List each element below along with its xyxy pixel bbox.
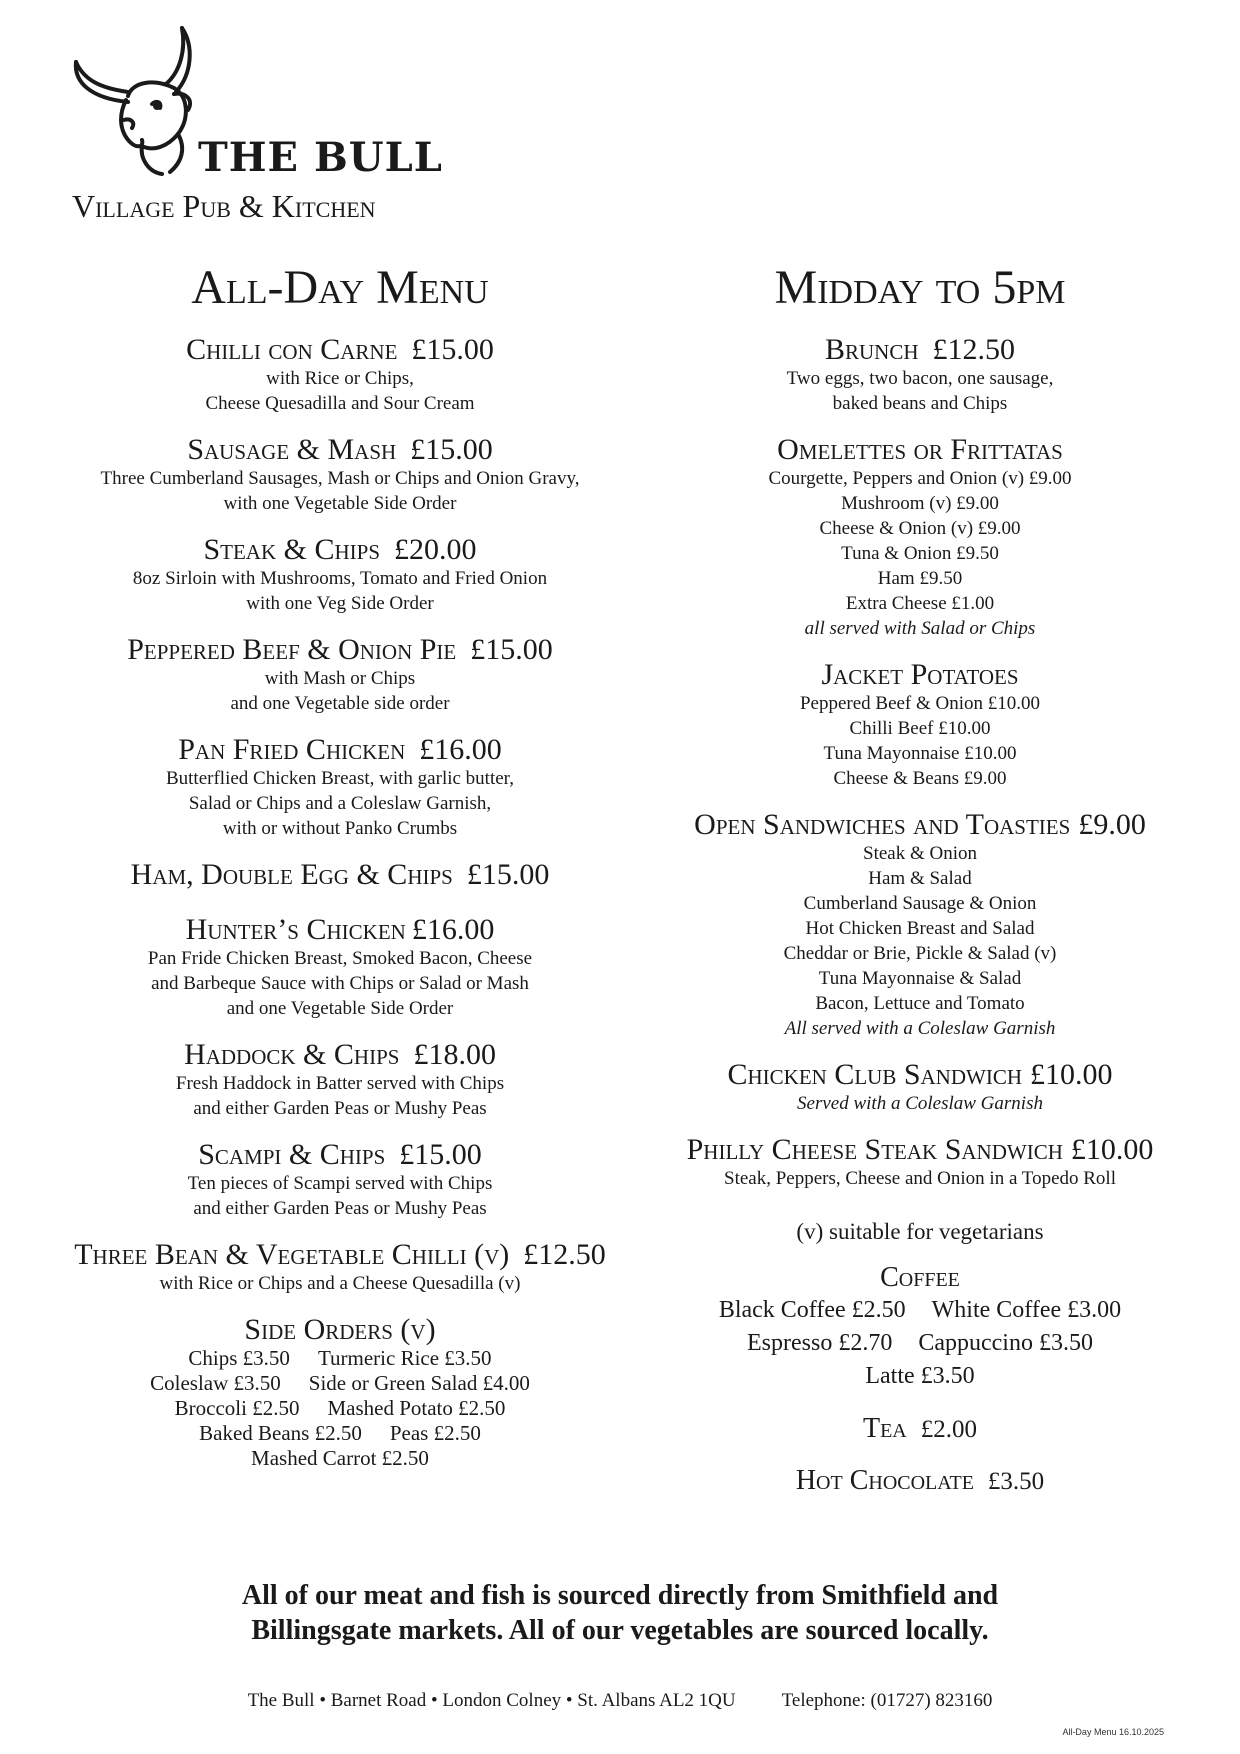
- item-desc: Two eggs, two bacon, one sausage,: [786, 367, 1054, 389]
- menu-item: [30, 1238, 650, 1296]
- side-item: Broccoli £2.50: [174, 1395, 300, 1420]
- item-desc: with one Veg Side Order: [246, 592, 434, 614]
- item-desc: Pan Fride Chicken Breast, Smoked Bacon, Cheese: [147, 947, 533, 969]
- item-line: Courgette, Peppers and Onion (v) £9.00: [768, 467, 1072, 489]
- sourcing-statement: [120, 1578, 1120, 1648]
- hot-chocolate-item: [640, 1465, 1200, 1497]
- item-price: £15.00: [399, 1137, 482, 1171]
- footer: [120, 1690, 1120, 1712]
- sourcing-line: Billingsgate markets. All of our vegetables are sourced locally.: [251, 1615, 989, 1646]
- tea-item: [640, 1413, 1200, 1445]
- item-name: Sausage & Mash: [187, 432, 397, 466]
- item-line: Bacon, Lettuce and Tomato: [815, 992, 1025, 1014]
- item-desc: and one Vegetable Side Order: [226, 997, 454, 1019]
- menu-item: [30, 433, 650, 516]
- item-price: £3.50: [987, 1467, 1045, 1495]
- item-price: £10.00: [1070, 1132, 1154, 1166]
- side-item: Coleslaw £3.50: [150, 1370, 281, 1395]
- item-line: Ham £9.50: [877, 567, 963, 589]
- all-day-menu-column: [30, 262, 650, 1488]
- menu-item: [30, 1138, 650, 1221]
- item-name: Brunch: [824, 332, 919, 366]
- footer-address: The Bull • Barnet Road • London Colney • St. Albans AL2 1QU: [247, 1690, 736, 1711]
- item-name: Omelettes or Frittatas: [777, 432, 1063, 466]
- menu-item: [640, 433, 1200, 641]
- sourcing-line: All of our meat and fish is sourced directly from Smithfield and: [241, 1580, 999, 1611]
- coffee-item: Cappuccino £3.50: [918, 1329, 1093, 1356]
- side-orders-row: [30, 1371, 650, 1396]
- item-line: Tuna Mayonnaise £10.00: [823, 742, 1017, 764]
- side-orders-row: [30, 1346, 650, 1371]
- item-name: Tea: [862, 1412, 907, 1444]
- item-price: £20.00: [394, 532, 477, 566]
- item-desc: Ten pieces of Scampi served with Chips: [187, 1172, 493, 1194]
- menu-item: [640, 333, 1200, 416]
- coffee-row: [640, 1327, 1200, 1360]
- item-name: Steak & Chips: [203, 532, 381, 566]
- side-orders-row: [30, 1396, 650, 1421]
- item-name: Three Bean & Vegetable Chilli (v): [74, 1237, 510, 1271]
- menu-item: [30, 333, 650, 416]
- menu-item: [30, 1038, 650, 1121]
- item-name: Scampi & Chips: [198, 1137, 386, 1171]
- item-line: Steak & Onion: [863, 842, 977, 864]
- item-price: £9.00: [1078, 807, 1146, 841]
- side-item: Chips £3.50: [188, 1345, 290, 1370]
- item-desc: with one Vegetable Side Order: [223, 492, 457, 514]
- item-line: Chilli Beef £10.00: [849, 717, 991, 739]
- item-price: £15.00: [470, 632, 553, 666]
- item-name: Pan Fried Chicken: [178, 732, 406, 766]
- item-name: Peppered Beef & Onion Pie: [127, 632, 457, 666]
- item-note: all served with Salad or Chips: [804, 617, 1036, 639]
- coffee-title: Coffee: [880, 1261, 960, 1293]
- item-price: £2.00: [920, 1415, 977, 1443]
- item-desc: Fresh Haddock in Batter served with Chips: [175, 1072, 505, 1094]
- item-line: Tuna & Onion £9.50: [841, 542, 999, 564]
- side-item: Mashed Carrot £2.50: [251, 1445, 429, 1470]
- item-price: £12.50: [932, 332, 1016, 366]
- menu-item: [640, 1058, 1200, 1116]
- item-line: Cumberland Sausage & Onion: [803, 892, 1037, 914]
- item-price: £16.00: [419, 732, 502, 766]
- item-line: Cheese & Beans £9.00: [833, 767, 1007, 789]
- side-orders: [30, 1313, 650, 1471]
- item-desc: Butterflied Chicken Breast, with garlic butter,: [165, 767, 514, 789]
- footer-phone: Telephone: (01727) 823160: [781, 1690, 993, 1711]
- item-desc: with or without Panko Crumbs: [222, 817, 458, 839]
- coffee-item: White Coffee £3.00: [931, 1296, 1122, 1323]
- menu-item: [30, 533, 650, 616]
- menu-item: [30, 858, 650, 891]
- side-orders-row: [30, 1446, 650, 1471]
- vegetarian-note: (v) suitable for vegetarians: [796, 1218, 1044, 1244]
- coffee-row: [640, 1294, 1200, 1327]
- item-note: All served with a Coleslaw Garnish: [784, 1017, 1056, 1039]
- item-line: Cheese & Onion (v) £9.00: [819, 517, 1021, 539]
- coffee-item: Black Coffee £2.50: [718, 1296, 906, 1323]
- item-name: Jacket Potatoes: [821, 657, 1019, 691]
- brand-logo: [70, 22, 490, 232]
- menu-item: [30, 733, 650, 841]
- item-price: £15.00: [411, 332, 494, 366]
- item-desc: 8oz Sirloin with Mushrooms, Tomato and Fried Onion: [132, 567, 548, 589]
- item-name: Haddock & Chips: [184, 1037, 400, 1071]
- item-name: Hot Chocolate: [795, 1464, 974, 1496]
- item-desc: Salad or Chips and a Coleslaw Garnish,: [188, 792, 492, 814]
- item-line: Tuna Mayonnaise & Salad: [818, 967, 1022, 989]
- item-name: Philly Cheese Steak Sandwich: [686, 1132, 1063, 1166]
- item-line: Extra Cheese £1.00: [845, 592, 995, 614]
- all-day-menu-title: All-Day Menu: [191, 261, 489, 314]
- item-note: Served with a Coleslaw Garnish: [797, 1092, 1043, 1114]
- item-name: Hunter’s Chicken: [185, 912, 406, 946]
- item-desc: Three Cumberland Sausages, Mash or Chips and Onion Gravy,: [100, 467, 580, 489]
- item-line: Ham & Salad: [868, 867, 972, 889]
- item-desc: and either Garden Peas or Mushy Peas: [193, 1097, 487, 1119]
- side-item: Peas £2.50: [389, 1420, 481, 1445]
- brand-name: THE BULL: [198, 134, 443, 181]
- side-orders-title: Side Orders (v): [244, 1312, 436, 1346]
- coffee-item: Latte £3.50: [865, 1362, 975, 1389]
- item-desc: baked beans and Chips: [832, 392, 1008, 414]
- item-desc: Cheese Quesadilla and Sour Cream: [205, 392, 475, 414]
- item-desc: Steak, Peppers, Cheese and Onion in a Topedo Roll: [724, 1167, 1116, 1189]
- item-name: Chicken Club Sandwich: [727, 1057, 1022, 1091]
- menu-item: [640, 658, 1200, 791]
- menu-version-code: All-Day Menu 16.10.2025: [1062, 1727, 1164, 1737]
- menu-item: [640, 808, 1200, 1041]
- item-price: £18.00: [413, 1037, 496, 1071]
- item-name: Chilli con Carne: [186, 332, 398, 366]
- item-price: £12.50: [523, 1237, 606, 1271]
- coffee-section: [640, 1263, 1200, 1393]
- item-desc: and one Vegetable side order: [230, 692, 450, 714]
- menu-item: [30, 913, 650, 1021]
- item-desc: with Rice or Chips and a Cheese Quesadilla (v): [159, 1272, 521, 1294]
- item-line: Peppered Beef & Onion £10.00: [799, 692, 1041, 714]
- side-orders-row: [30, 1421, 650, 1446]
- item-desc: with Rice or Chips,: [266, 367, 414, 389]
- item-price: £15.00: [410, 432, 493, 466]
- midday-menu-column: [640, 262, 1200, 1497]
- item-line: Hot Chicken Breast and Salad: [805, 917, 1035, 939]
- item-price: £15.00: [466, 857, 550, 891]
- item-desc: and Barbeque Sauce with Chips or Salad or Mash: [151, 972, 529, 994]
- item-name: Open Sandwiches and Toasties: [694, 807, 1071, 841]
- menu-item: [640, 1133, 1200, 1191]
- menu-item: [30, 633, 650, 716]
- item-price: £16.00: [411, 912, 495, 946]
- item-line: Cheddar or Brie, Pickle & Salad (v): [783, 942, 1057, 964]
- item-name: Ham, Double Egg & Chips: [130, 857, 453, 891]
- side-item: Mashed Potato £2.50: [327, 1395, 506, 1420]
- coffee-row: [640, 1360, 1200, 1393]
- side-item: Side or Green Salad £4.00: [308, 1370, 530, 1395]
- item-desc: and either Garden Peas or Mushy Peas: [193, 1197, 487, 1219]
- item-price: £10.00: [1030, 1057, 1113, 1091]
- side-item: Turmeric Rice £3.50: [317, 1345, 492, 1370]
- item-line: Mushroom (v) £9.00: [841, 492, 999, 514]
- midday-menu-title: Midday to 5pm: [774, 261, 1066, 314]
- coffee-item: Espresso £2.70: [747, 1329, 893, 1356]
- item-desc: with Mash or Chips: [264, 667, 416, 689]
- brand-tagline: Village Pub & Kitchen: [72, 188, 376, 224]
- side-item: Baked Beans £2.50: [199, 1420, 362, 1445]
